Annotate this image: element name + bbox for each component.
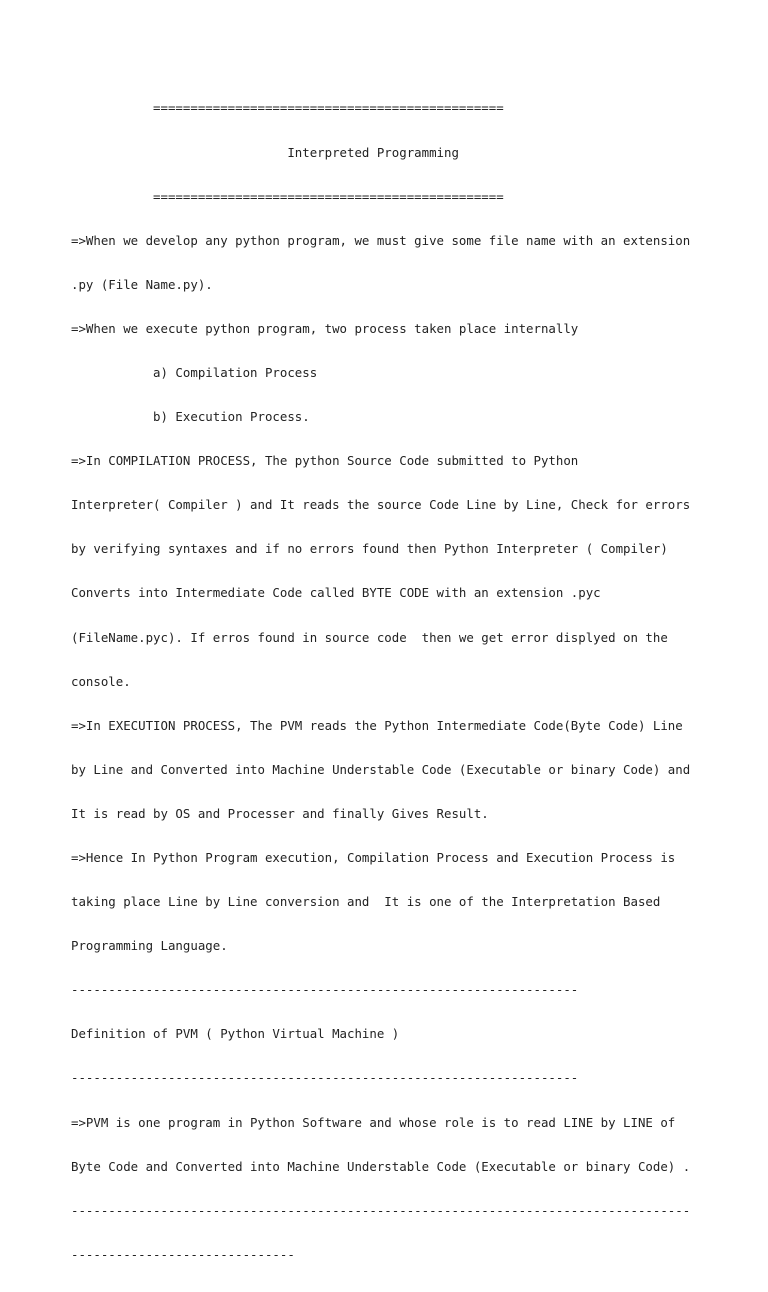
text-line: Interpreter( Compiler ) and It reads the source Code Line by Line, Check for errors <box>71 497 691 513</box>
section-rule: -------------------------------------------------------------------- <box>71 982 579 998</box>
section-rule: -------------------------------------------------------------------- <box>71 1070 579 1086</box>
text-line: =>PVM is one program in Python Software and whose role is to read LINE by LINE of <box>71 1114 676 1130</box>
text-line: by Line and Converted into Machine Understable Code (Executable or binary Code) and <box>71 761 691 777</box>
text-line: by verifying syntaxes and if no errors found then Python Interpreter ( Compiler) <box>71 541 668 557</box>
section-heading: Definition of PVM ( Python Virtual Machine ) <box>71 1026 400 1042</box>
list-item-execution: b) Execution Process. <box>71 409 310 425</box>
list-item-compilation: a) Compilation Process <box>71 364 318 380</box>
title-rule-top: =============================================== <box>71 100 504 116</box>
end-rule: ----------------------------------------------------------------------------------- <box>71 1202 691 1218</box>
text-line: .py (File Name.py). <box>71 276 213 292</box>
text-line: Programming Language. <box>71 938 228 954</box>
text-line: It is read by OS and Processer and finally Gives Result. <box>71 805 489 821</box>
text-line: console. <box>71 673 131 689</box>
title-rule-bottom: =============================================== <box>71 188 504 204</box>
text-line: taking place Line by Line conversion and It is one of the Interpretation Based <box>71 894 661 910</box>
end-rule: ------------------------------ <box>71 1246 295 1262</box>
text-line: =>When we execute python program, two process taken place internally <box>71 320 579 336</box>
document-title: Interpreted Programming <box>71 144 459 160</box>
text-line: =>Hence In Python Program execution, Compilation Process and Execution Process is <box>71 850 676 865</box>
text-line: (FileName.pyc). If erros found in source code then we get error displyed on the <box>71 629 668 645</box>
text-line: Byte Code and Converted into Machine Understable Code (Executable or binary Code) . <box>71 1158 691 1174</box>
text-line: =>In COMPILATION PROCESS, The python Source Code submitted to Python <box>71 453 579 469</box>
text-line: =>In EXECUTION PROCESS, The PVM reads the Python Intermediate Code(Byte Code) Line <box>71 717 683 733</box>
document-body <box>71 72 711 1292</box>
text-line: Converts into Intermediate Code called BYTE CODE with an extension .pyc <box>71 585 601 601</box>
text-line: =>When we develop any python program, we must give some file name with an extension <box>71 232 691 248</box>
